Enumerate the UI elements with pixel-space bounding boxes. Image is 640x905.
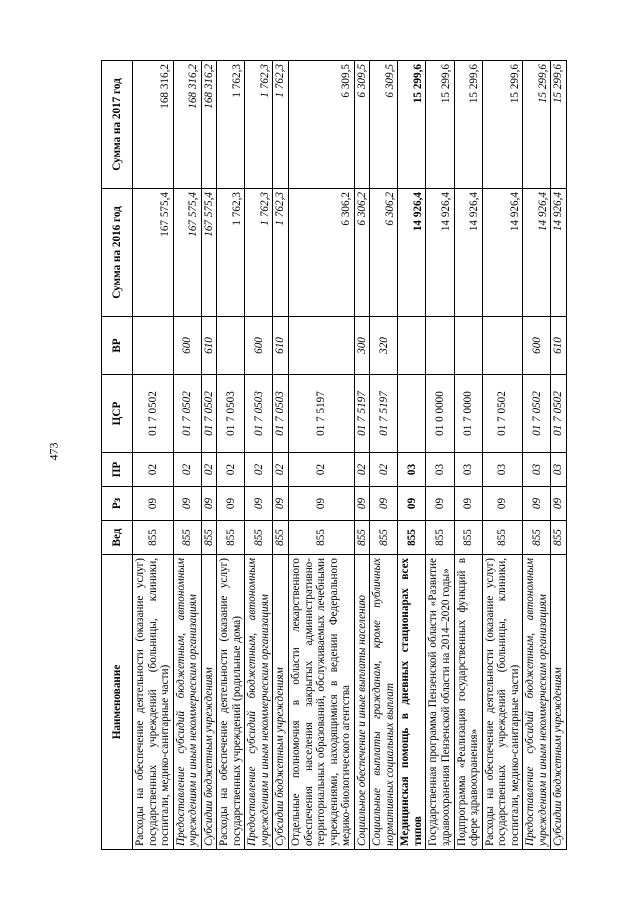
cell-name: Государственная программа Пензенской области «Развитие здравоохранения Пензенской области на 2014–2020 годы» [426,555,454,850]
cell-sum-2016: 6 306,2 [354,189,370,317]
table-row [217,61,245,850]
cell-rz: 09 [398,487,426,521]
cell-pr: 03 [551,453,567,487]
cell-name: Отдельные полномочия в области лекарственного обеспечения населения закрытых административно-территориальных образований, обслуживаемых лечебными учреждениями, находящимися в ведении Федерального медико-биологического агентства [289,555,355,850]
table-body [133,61,567,850]
cell-ved: 855 [217,521,245,555]
rotated-budget-table-container [101,61,565,850]
table-row [398,61,426,850]
cell-vr: 600 [523,317,551,375]
page-number: 473 [46,442,61,461]
cell-name: Предоставление субсидий бюджетным, автономным учреждениям и иным некоммерческим организациям [173,555,201,850]
table-row [370,61,398,850]
table-row [173,61,201,850]
header-ved: Вед [102,521,133,555]
cell-csr: 01 7 5197 [289,375,355,453]
cell-ved: 855 [201,521,217,555]
cell-csr: 01 7 0502 [523,375,551,453]
cell-csr: 01 7 0502 [201,375,217,453]
cell-rz: 09 [245,487,273,521]
cell-pr: 03 [454,453,482,487]
cell-pr: 02 [173,453,201,487]
table-row [354,61,370,850]
cell-sum-2016: 1 762,3 [245,189,273,317]
cell-name: Подпрограмма «Реализация государственных функций в сфере здравоохранения» [454,555,482,850]
cell-sum-2016: 6 306,2 [370,189,398,317]
cell-sum-2017: 15 299,6 [454,61,482,189]
cell-sum-2017: 6 309,5 [354,61,370,189]
cell-ved: 855 [426,521,454,555]
budget-table [101,60,567,850]
cell-rz: 09 [289,487,355,521]
cell-ved: 855 [245,521,273,555]
cell-vr: 610 [201,317,217,375]
cell-sum-2016: 14 926,4 [426,189,454,317]
cell-sum-2016: 14 926,4 [551,189,567,317]
cell-vr [398,317,426,375]
cell-sum-2016: 14 926,4 [398,189,426,317]
cell-csr: 01 7 0503 [245,375,273,453]
cell-pr: 03 [523,453,551,487]
cell-sum-2016: 1 762,3 [273,189,289,317]
cell-rz: 09 [354,487,370,521]
header-pr: ПР [102,453,133,487]
cell-csr: 01 7 0000 [454,375,482,453]
cell-sum-2017: 15 299,6 [482,61,523,189]
cell-rz: 09 [454,487,482,521]
cell-pr: 02 [370,453,398,487]
cell-pr: 02 [245,453,273,487]
cell-rz: 09 [173,487,201,521]
cell-rz: 09 [426,487,454,521]
cell-name: Социальные выплаты гражданам, кроме публичных нормативных социальных выплат [370,555,398,850]
cell-csr: 01 7 0503 [217,375,245,453]
header-rz: Рз [102,487,133,521]
cell-sum-2017: 168 316,2 [201,61,217,189]
cell-vr: 320 [370,317,398,375]
cell-ved: 855 [354,521,370,555]
table-row [454,61,482,850]
cell-name: Расходы на обеспечение деятельности (оказание услуг) государственных учреждений (родильные дома) [217,555,245,850]
cell-sum-2017: 1 762,3 [245,61,273,189]
cell-name: Субсидии бюджетным учреждениям [201,555,217,850]
header-csr: ЦСР [102,375,133,453]
cell-name: Социальное обеспечение и иные выплаты населению [354,555,370,850]
cell-ved: 855 [133,521,174,555]
cell-vr: 610 [551,317,567,375]
cell-rz: 09 [273,487,289,521]
table-row [133,61,174,850]
cell-ved: 855 [454,521,482,555]
cell-sum-2016: 6 306,2 [289,189,355,317]
cell-pr: 03 [426,453,454,487]
cell-vr: 300 [354,317,370,375]
cell-name: Субсидии бюджетным учреждениям [551,555,567,850]
cell-ved: 855 [173,521,201,555]
cell-sum-2017: 168 316,2 [173,61,201,189]
cell-sum-2016: 1 762,3 [217,189,245,317]
cell-pr: 02 [289,453,355,487]
cell-csr: 01 7 0502 [173,375,201,453]
cell-sum-2017: 6 309,5 [370,61,398,189]
cell-sum-2016: 167 575,4 [173,189,201,317]
cell-sum-2017: 15 299,6 [523,61,551,189]
table-row [523,61,551,850]
cell-ved: 855 [398,521,426,555]
cell-vr [482,317,523,375]
cell-rz: 09 [370,487,398,521]
cell-csr: 01 7 5197 [370,375,398,453]
header-vr: ВР [102,317,133,375]
cell-name: Расходы на обеспечение деятельности (оказание услуг) государственных учреждений (больницы, клиники, госпитали, медико-санитарные части) [133,555,174,850]
header-name: Наименование [102,555,133,850]
cell-csr: 01 0 0000 [426,375,454,453]
cell-vr: 600 [173,317,201,375]
cell-vr: 610 [273,317,289,375]
cell-pr: 03 [482,453,523,487]
cell-rz: 09 [482,487,523,521]
cell-vr: 600 [245,317,273,375]
cell-csr: 01 7 0502 [133,375,174,453]
cell-name: Расходы на обеспечение деятельности (оказание услуг) государственных учреждений (больницы, клиники, госпитали, медико-санитарные части) [482,555,523,850]
table-row [289,61,355,850]
cell-rz: 09 [133,487,174,521]
cell-ved: 855 [289,521,355,555]
cell-rz: 09 [201,487,217,521]
table-row [245,61,273,850]
cell-vr [454,317,482,375]
table-row [426,61,454,850]
cell-pr: 02 [201,453,217,487]
cell-sum-2016: 167 575,4 [201,189,217,317]
cell-rz: 09 [217,487,245,521]
cell-rz: 09 [523,487,551,521]
cell-sum-2017: 1 762,3 [217,61,245,189]
cell-vr [217,317,245,375]
cell-name: Медицинская помощь в дневных стационарах всех типов [398,555,426,850]
cell-csr: 01 7 0502 [482,375,523,453]
cell-vr [289,317,355,375]
cell-ved: 855 [370,521,398,555]
cell-pr: 02 [133,453,174,487]
table-row [201,61,217,850]
table-row [551,61,567,850]
cell-sum-2016: 14 926,4 [482,189,523,317]
cell-pr: 03 [398,453,426,487]
header-sum-2017: Сумма на 2017 год [102,61,133,189]
table-row [273,61,289,850]
cell-ved: 855 [551,521,567,555]
cell-csr: 01 7 0502 [551,375,567,453]
cell-sum-2017: 15 299,6 [426,61,454,189]
cell-sum-2016: 14 926,4 [523,189,551,317]
cell-sum-2017: 15 299,6 [551,61,567,189]
cell-sum-2017: 1 762,3 [273,61,289,189]
cell-pr: 02 [217,453,245,487]
cell-name: Предоставление субсидий бюджетным, автономным учреждениям и иным некоммерческим организациям [245,555,273,850]
cell-vr [133,317,174,375]
cell-name: Предоставление субсидий бюджетным, автономным учреждениям и иным некоммерческим организациям [523,555,551,850]
cell-sum-2017: 168 316,2 [133,61,174,189]
cell-csr [398,375,426,453]
header-sum-2016: Сумма на 2016 год [102,189,133,317]
cell-rz: 09 [551,487,567,521]
cell-ved: 855 [482,521,523,555]
table-row [482,61,523,850]
cell-sum-2017: 6 309,5 [289,61,355,189]
cell-ved: 855 [523,521,551,555]
cell-name: Субсидии бюджетным учреждениям [273,555,289,850]
cell-sum-2016: 167 575,4 [133,189,174,317]
cell-pr: 02 [354,453,370,487]
cell-csr: 01 7 0503 [273,375,289,453]
cell-sum-2017: 15 299,6 [398,61,426,189]
table-header-row [102,61,133,850]
cell-ved: 855 [273,521,289,555]
cell-csr: 01 7 5197 [354,375,370,453]
cell-vr [426,317,454,375]
cell-sum-2016: 14 926,4 [454,189,482,317]
cell-pr: 02 [273,453,289,487]
